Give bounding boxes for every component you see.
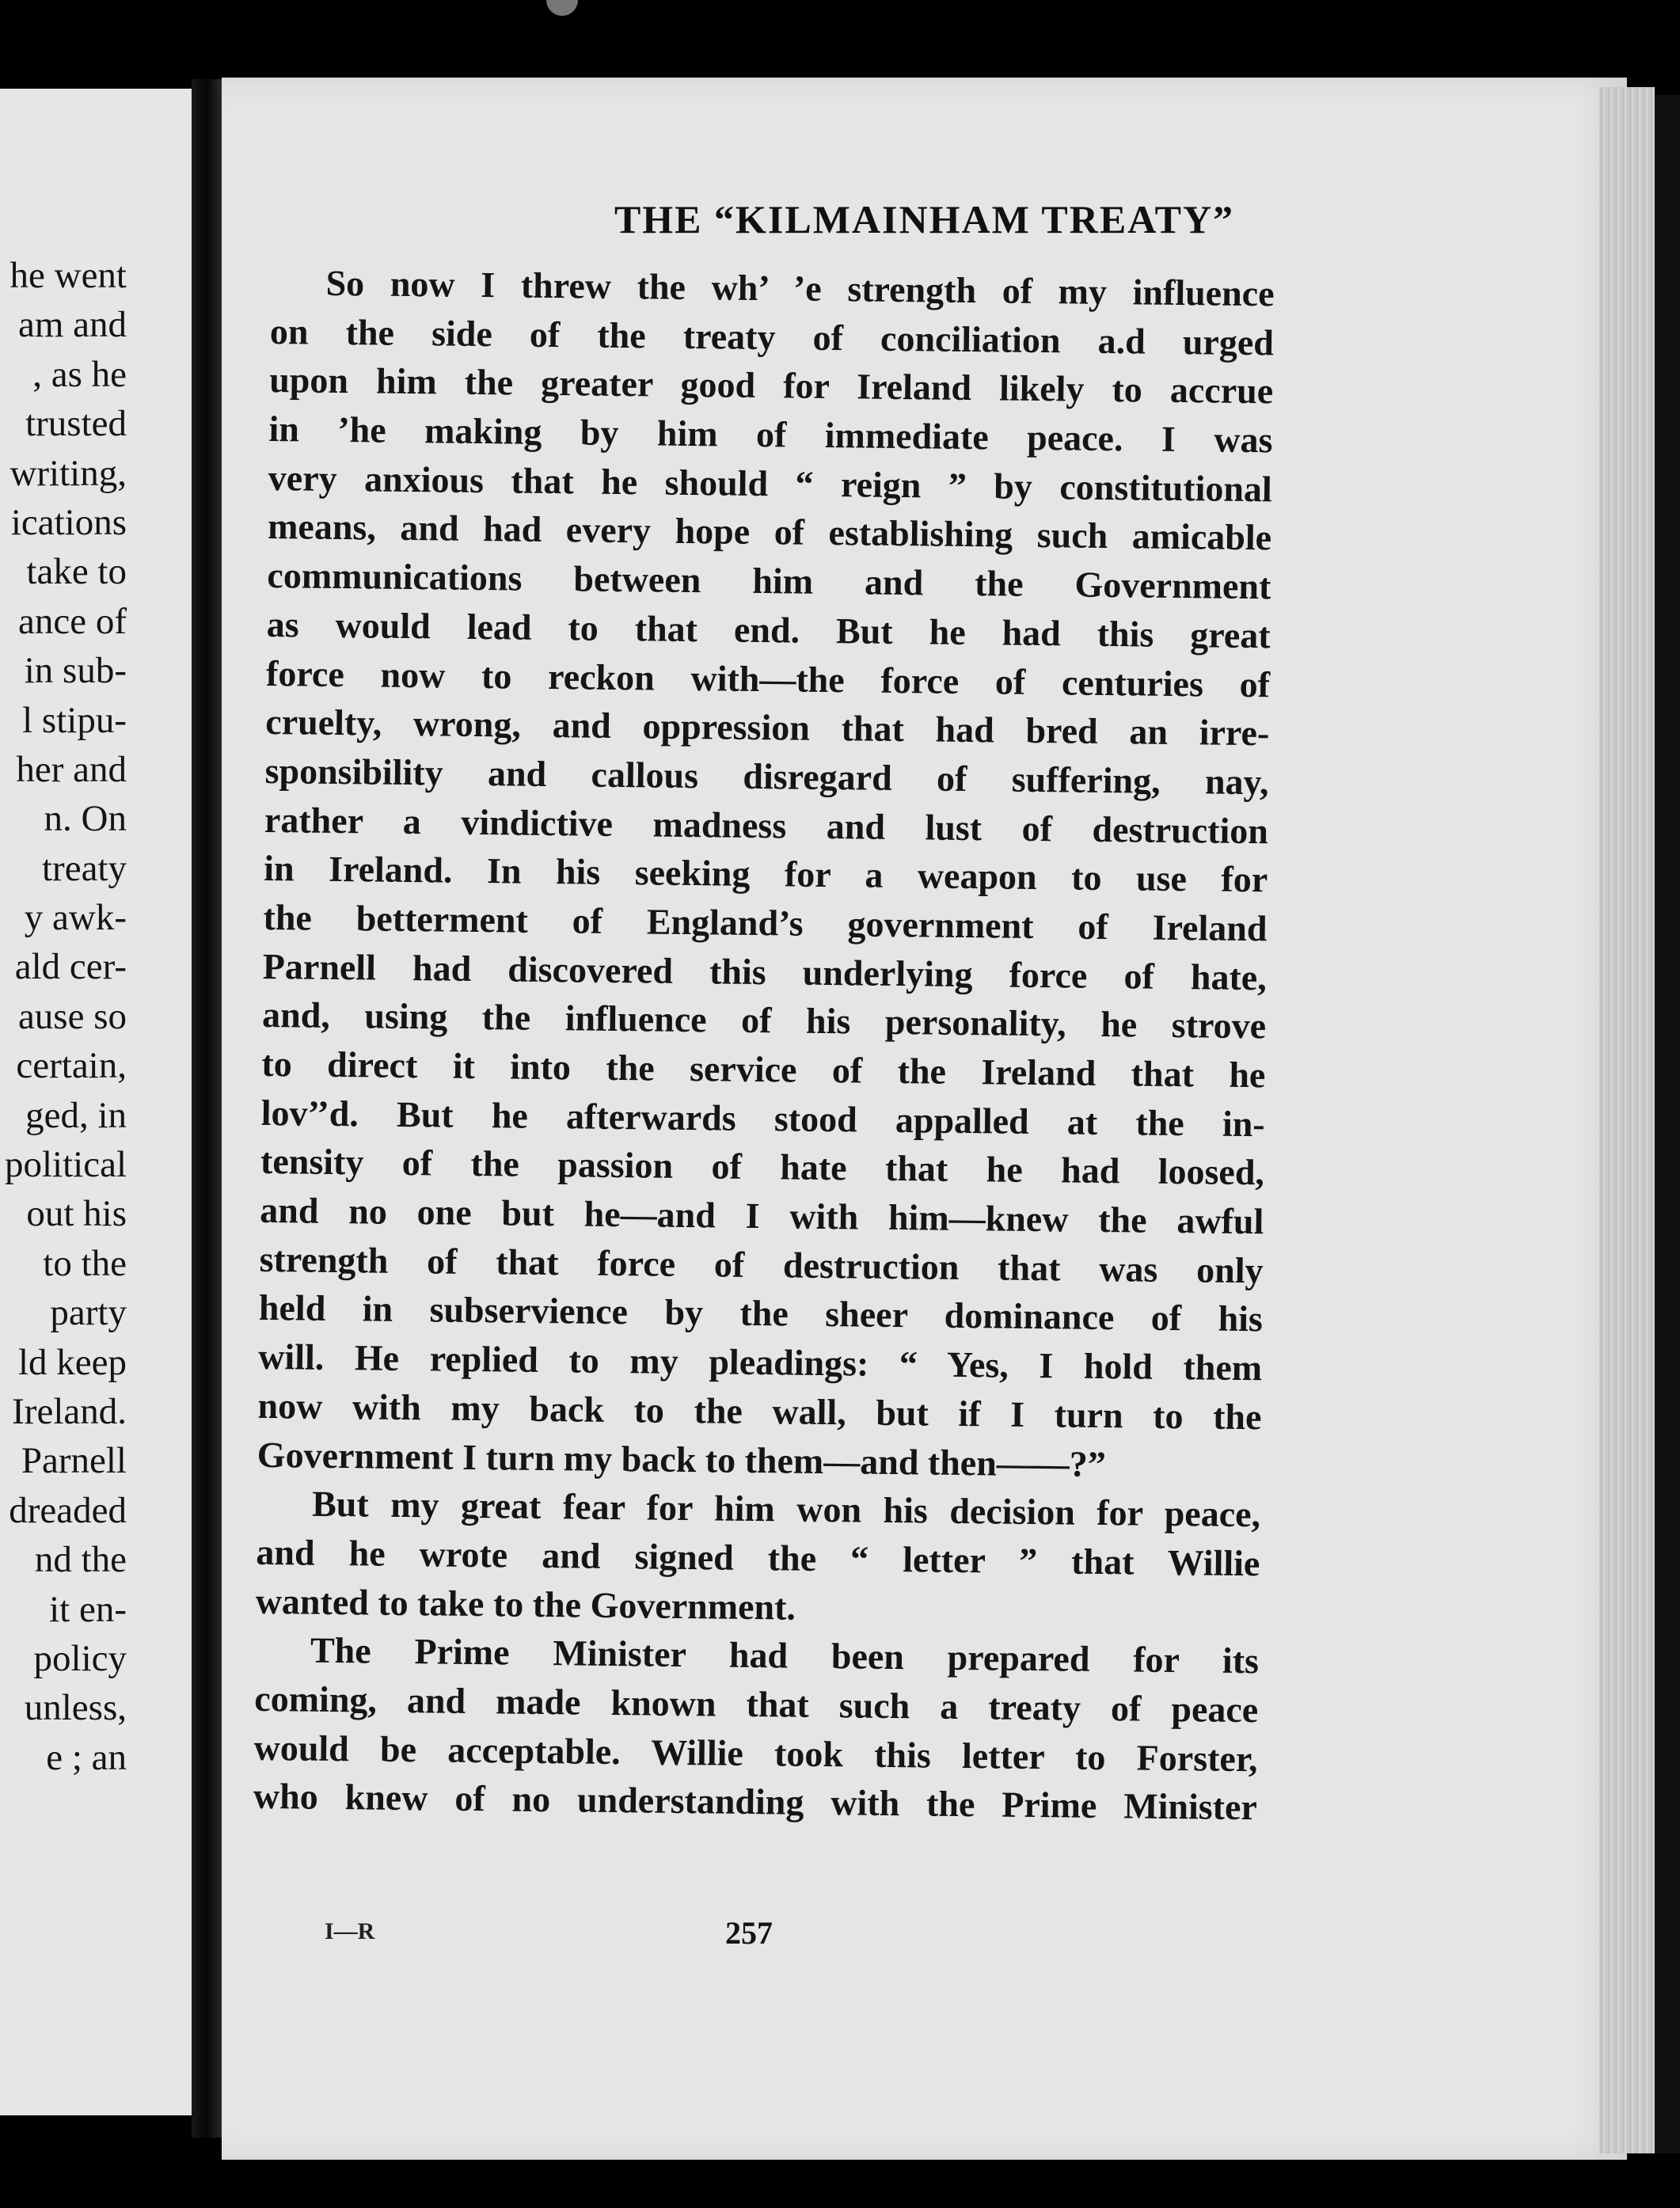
left-line: he went (10, 255, 127, 296)
text-line: coming, and made known that such a treaty of peace (254, 1678, 1259, 1731)
left-line: trusted (25, 403, 127, 445)
left-line: l stipu- (22, 699, 127, 741)
text-line: now with my back to the wall, but if I turn to the (257, 1385, 1262, 1438)
left-line: Parnell (21, 1440, 127, 1482)
text-line: communications between him and the Government (267, 555, 1271, 607)
text-line: in Ireland. In his seeking for a weapon to use for (263, 848, 1268, 900)
left-line: in sub- (24, 650, 127, 692)
text-line: on the side of the treaty of conciliation а.d urged (269, 310, 1275, 363)
left-line: ld keep (17, 1341, 127, 1383)
book-gutter (192, 79, 222, 2138)
left-line: party (50, 1292, 127, 1334)
left-page-fragment (0, 89, 192, 2115)
left-line: policy (33, 1637, 127, 1679)
left-line: take to (26, 551, 127, 593)
left-line: am and (17, 304, 127, 346)
left-line: certain, (16, 1045, 127, 1087)
text-line: held in subservience by the sheer dominance of his (258, 1287, 1264, 1340)
text-line: would be acceptable. Willie took this letter to Forster, (253, 1727, 1258, 1779)
text-line: in ’he making by him of immediate peace. I was (268, 409, 1273, 461)
left-line: dreaded (9, 1489, 127, 1531)
text-line: the betterment of England’s government of Ireland (263, 896, 1268, 949)
text-line: very anxious that he should “ reign ” by constitutional (268, 457, 1273, 510)
text-line: will. He replied to my pleadings: “ Yes, I hold them (257, 1336, 1263, 1389)
left-line: n. On (44, 798, 127, 840)
left-line: e ; an (46, 1736, 127, 1778)
left-line: Ireland. (12, 1390, 127, 1432)
text-line: Parnell had discovered this underlying force of hate, (262, 945, 1268, 998)
page-body (253, 258, 1275, 1832)
scan-border (1655, 95, 1680, 2153)
left-line: y awk- (24, 897, 127, 939)
text-line: and, using the influence of his personality, he strove (261, 994, 1267, 1047)
left-line: ged, in (25, 1094, 127, 1136)
left-line: ance of (18, 600, 127, 642)
text-line: means, and had every hope of establishing such amicable (267, 506, 1272, 558)
left-line: to the (43, 1242, 127, 1284)
text-line: sponsibility and callous disregard of suffering, nay, (264, 750, 1269, 803)
left-line: out his (26, 1193, 127, 1235)
running-head: THE “KILMAINHAM TREATY” (614, 197, 1235, 241)
left-line: , as he (32, 353, 127, 395)
text-line: wanted to take to the Government. (255, 1580, 796, 1628)
left-line: ications (10, 501, 127, 543)
text-line: force now to reckon with—the force of centuries of (265, 652, 1271, 705)
book-page (222, 78, 1627, 2160)
left-line: nd the (34, 1539, 127, 1581)
text-line: So now I threw the wh’ ’e strength of my influence (325, 262, 1275, 314)
text-line: as would lead to that end. But he had this great (266, 603, 1271, 656)
page-edges (1599, 87, 1655, 2153)
text-line: The Prime Minister had been prepared for its (310, 1629, 1260, 1682)
text-line: to direct it into the service of the Ireland that he (261, 1043, 1266, 1096)
left-line: ause so (17, 995, 127, 1037)
text-line: lov’’d. But he afterwards stood appalled at the in- (260, 1092, 1265, 1145)
text-line: and no one but he—and I with him—knew the awful (260, 1189, 1264, 1242)
signature-mark: I—R (325, 1918, 375, 1944)
text-line: who knew of no understanding with the Prime Minister (253, 1776, 1258, 1828)
text-line: Government I turn my back to them—and then——?” (257, 1434, 1107, 1484)
text-line: rather a vindictive madness and lust of destruction (264, 799, 1269, 851)
left-line: treaty (42, 847, 127, 889)
text-line: upon him the greater good for Ireland likely to accrue (268, 359, 1274, 412)
left-line: her and (16, 748, 127, 790)
left-line: writing, (10, 452, 127, 494)
text-line: strength of that force of destruction that was only (259, 1238, 1264, 1291)
left-line: it en- (49, 1588, 127, 1630)
text-line: and he wrote and signed the “ letter ” that Willie (256, 1531, 1260, 1584)
top-edge-mark (546, 0, 578, 16)
text-line: tensity of the passion of hate that he had loosed, (260, 1141, 1265, 1193)
page-number: 257 (725, 1915, 773, 1951)
left-line: ald cer- (14, 946, 127, 988)
left-line: unless, (24, 1687, 127, 1729)
text-line: cruelty, wrong, and oppression that had bred an irre- (265, 701, 1270, 754)
left-page-text (0, 251, 127, 1782)
left-line: political (4, 1144, 127, 1186)
text-line: But my great fear for him won his decision for peace, (311, 1483, 1261, 1535)
